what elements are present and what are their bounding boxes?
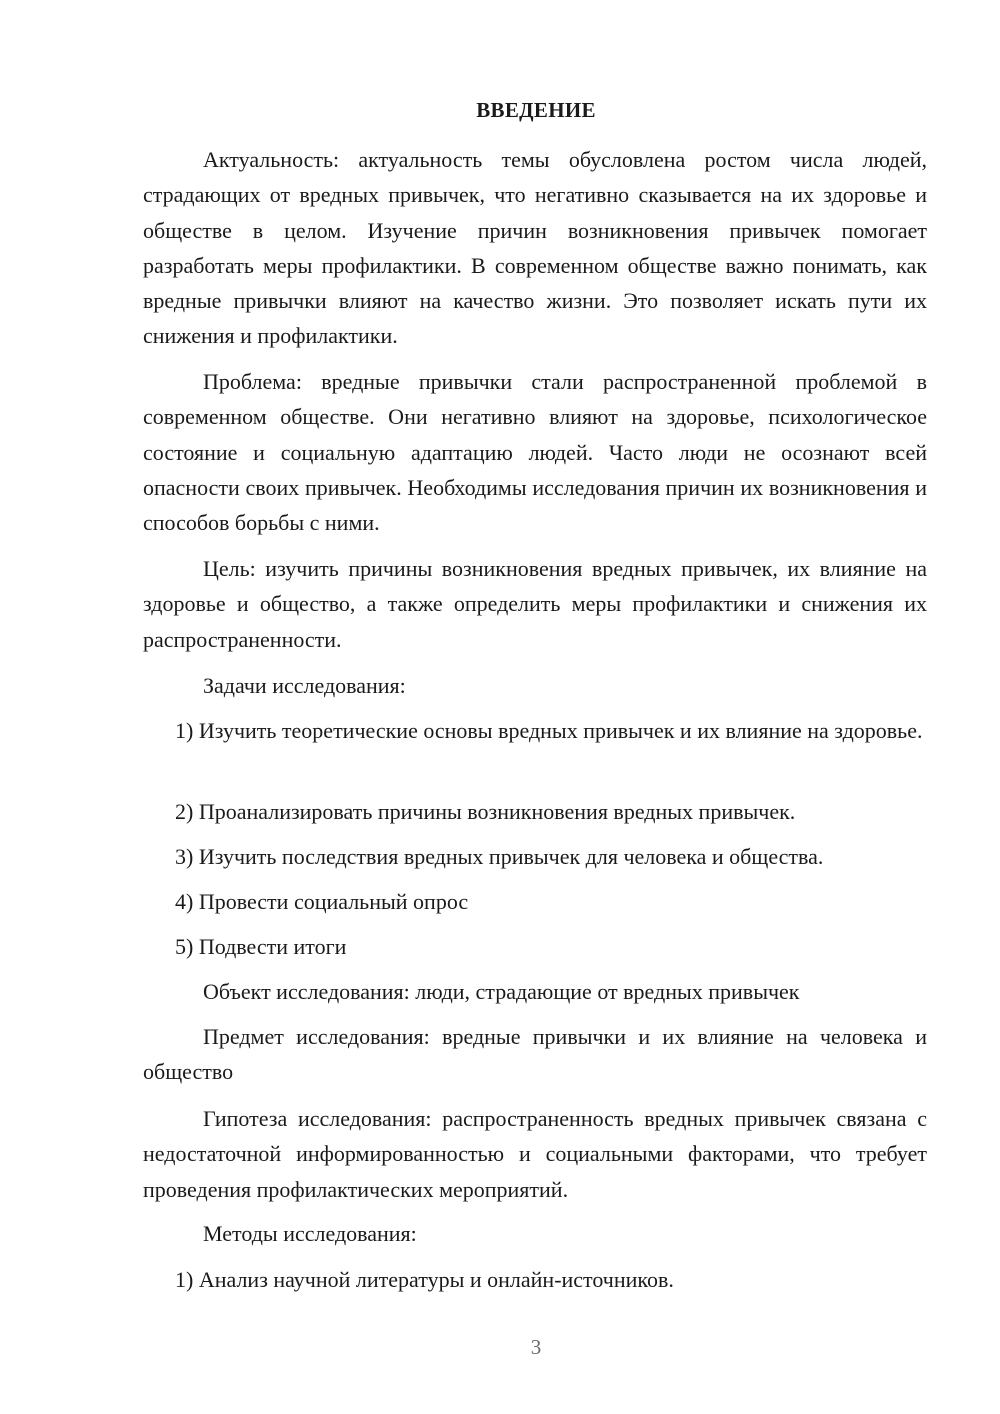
paragraph-tasks-heading: Задачи исследования: [203,673,406,698]
paragraph-hypothesis: Гипотеза исследования: распространенность вредных привычек связана с недостаточной информированностью и социальными факторами, что требует проведения профилактических мероприятий. [143,1106,927,1202]
list-item-task-1: 1) Изучить теоретические основы вредных привычек и их влияние на здоровье. [175,718,923,743]
paragraph-problem: Проблема: вредные привычки стали распространенной проблемой в современном обществе. Они негативно влияют на здоровье, психологическое состояние и социальную адаптацию людей. Часто люди не осознают всей опасности своих привычек. Необходимы исследования причин их возникновения и способов борьбы с ними. [143,369,927,536]
page-number: 3 [530,1335,542,1359]
paragraph-goal: Цель: изучить причины возникновения вредных привычек, их влияние на здоровье и общество, а также определить меры профилактики и снижения их распространенности. [143,556,927,652]
list-item-method-1: 1) Анализ научной литературы и онлайн-источников. [175,1267,674,1292]
paragraph-subject: Предмет исследования: вредные привычки и их влияние на человека и общество [143,1024,927,1085]
list-item-task-4: 4) Провести социальный опрос [175,889,469,914]
list-item-task-3: 3) Изучить последствия вредных привычек для человека и общества. [175,844,824,869]
paragraph-methods-heading: Методы исследования: [203,1221,417,1246]
page-title: ВВЕДЕНИЕ [476,98,596,122]
list-item-task-2: 2) Проанализировать причины возникновения вредных привычек. [175,799,796,824]
list-item-task-5: 5) Подвести итоги [175,934,347,959]
paragraph-object: Объект исследования: люди, страдающие от вредных привычек [203,979,800,1004]
paragraph-relevance: Актуальность: актуальность темы обусловлена ростом числа людей, страдающих от вредных привычек, что негативно сказывается на их здоровье и обществе в целом. Изучение причин возникновения привычек помогает разработать меры профилактики. В современном обществе важно понимать, как вредные привычки влияют на качество жизни. Это позволяет искать пути их снижения и профилактики. [143,147,927,349]
